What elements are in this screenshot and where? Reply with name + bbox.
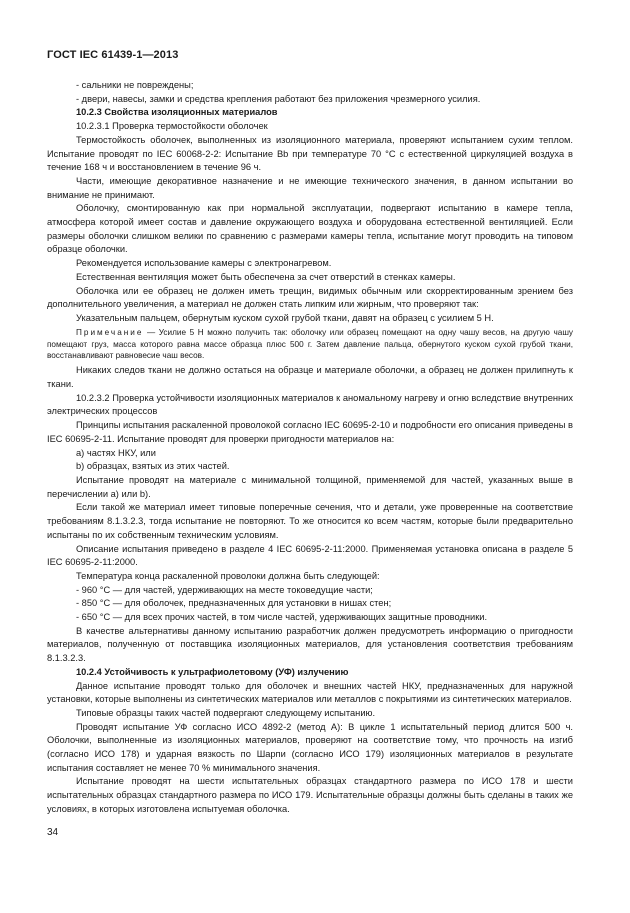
paragraph: Естественная вентиляция может быть обеспечена за счет отверстий в стенках камеры. bbox=[76, 271, 456, 282]
subsection-title-10-2-3-2: 10.2.3.2 Проверка устойчивости изоляционных материалов к аномальному нагреву и огню вследствие внутренних электрических процессов bbox=[47, 392, 573, 417]
paragraph: Термостойкость оболочек, выполненных из изоляционного материала, проверяют испытанием сухим теплом. Испытание проводят по IEC 60068-2-2: Испытание Bb при температуре 70 °С с естественной циркуляцией воздуха в течение 168 ч и восстановлением в течение 96 ч. bbox=[47, 134, 573, 173]
paragraph: Испытание проводят на шести испытательных образцах стандартного размера по ИСО 178 и шести испытательных образцах стандартного размера по ИСО 179. Испытательные образцы должны быть сделаны в таких же условиях, в которых изготовлена испытуемая оболочка. bbox=[47, 776, 573, 814]
list-item: - 850 °С — для оболочек, предназначенных для установки в нишах стен; bbox=[76, 598, 392, 609]
paragraph: Проводят испытание УФ согласно ИСО 4892-2 (метод А): В цикле 1 испытательный период длится 500 ч. Оболочки, выполненные из изоляционных материалов, проверяют на соответствие тому, что прочность на изгиб (согласно ИСО 178) и ударная вязкость по Шарпи (согласно ИСО 179) изоляционных материалов в результате испытания составляет не менее 70 % минимального значения. bbox=[47, 721, 573, 773]
list-item: b) образцах, взятых из этих частей. bbox=[76, 461, 230, 472]
paragraph: Части, имеющие декоративное назначение и не имеющие технического значения, в данном испытании во внимание не принимают. bbox=[47, 175, 573, 200]
paragraph: Никаких следов ткани не должно остаться на образце и материале оболочки, а образец не должен прилипнуть к ткани. bbox=[47, 365, 573, 390]
paragraph: В качестве альтернативы данному испытанию разработчик должен предусмотреть информацию о пригодности материалов, полученную от поставщика изоляционных материалов, для установления соответствия требованиям 8.1.3.2.3. bbox=[47, 625, 573, 664]
list-item: - 960 °С — для частей, удерживающих на месте токоведущие части; bbox=[76, 584, 373, 595]
paragraph: Данное испытание проводят только для оболочек и внешних частей НКУ, предназначенных для наружной установки, которые выполнены из синтетических материалов или металлов с покрытиями из синтетических материалов. bbox=[47, 680, 573, 705]
standard-header: ГОСТ IEC 61439-1—2013 bbox=[47, 49, 179, 61]
paragraph: Принципы испытания раскаленной проволокой согласно IEC 60695-2-10 и подробности его описания приведены в IEC 60695-2-11. Испытание проводят для проверки пригодности материалов на: bbox=[47, 420, 573, 444]
paragraph: Оболочку, смонтированную как при нормальной эксплуатации, подвергают испытанию в камере тепла, атмосфера которой имеет состав и давление окружающего воздуха и оборудована естественной вентиляцией. Если размеры оболочки слишком велики по сравнению с размерами камеры тепла, испытание могут проводить на типовом образце оболочки. bbox=[47, 203, 573, 255]
paragraph: Рекомендуется использование камеры с электронагревом. bbox=[76, 258, 332, 269]
paragraph: Описание испытания приведено в разделе 4 IEC 60695-2-11:2000. Применяемая установка описана в разделе 5 IEC 60695-2-11:2000. bbox=[47, 543, 573, 568]
paragraph: Оболочка или ее образец не должен иметь трещин, видимых обычным или скорректированным зрением без дополнительного увеличения, а материал не должен стать липким или жирным, что проверяют так: bbox=[47, 285, 573, 310]
section-heading-10-2-3: 10.2.3 Свойства изоляционных материалов bbox=[76, 107, 278, 118]
list-item: а) частях НКУ, или bbox=[76, 447, 156, 458]
page-number: 34 bbox=[47, 827, 59, 838]
paragraph: Испытание проводят на материале с минимальной толщиной, применяемой для частей, указанных выше в перечислении а) или b). bbox=[47, 475, 573, 499]
note-label: Примечание bbox=[76, 327, 144, 337]
note bbox=[47, 327, 573, 363]
paragraph: Указательным пальцем, обернутым куском сухой грубой ткани, давят на образец с усилием 5 Н. bbox=[76, 312, 494, 323]
paragraph: Температура конца раскаленной проволоки должна быть следующей: bbox=[76, 570, 380, 581]
list-item: - двери, навесы, замки и средства крепления работают без приложения чрезмерного усилия. bbox=[76, 93, 481, 104]
paragraph: Если такой же материал имеет типовые поперечные сечения, что и детали, уже проверенные на соответствие требованиям 8.1.3.2.3, тогда испытание не повторяют. То же относится ко всем частям, которые были предварительно испытаны по их собственным техническим условиям. bbox=[47, 502, 573, 540]
list-item: - сальники не повреждены; bbox=[76, 80, 194, 90]
subsection-title-10-2-3-1: 10.2.3.1 Проверка термостойкости оболочек bbox=[76, 121, 268, 132]
note-text: — Усилие 5 Н можно получить так: оболочку или образец помещают на одну чашу весов, на другую чашу помещают груз, масса которого равна массе образца плюс 500 г. Затем давление пальца, обернутого куском сухой грубой ткани, восстанавливают равновесие чаш весов. bbox=[47, 327, 573, 361]
paragraph: Типовые образцы таких частей подвергают следующему испытанию. bbox=[76, 707, 376, 718]
section-heading-10-2-4: 10.2.4 Устойчивость к ультрафиолетовому (УФ) излучению bbox=[76, 666, 349, 677]
list-item: - 650 °С — для всех прочих частей, в том числе частей, удерживающих защитные проводники. bbox=[76, 612, 488, 623]
document-body bbox=[47, 79, 573, 817]
